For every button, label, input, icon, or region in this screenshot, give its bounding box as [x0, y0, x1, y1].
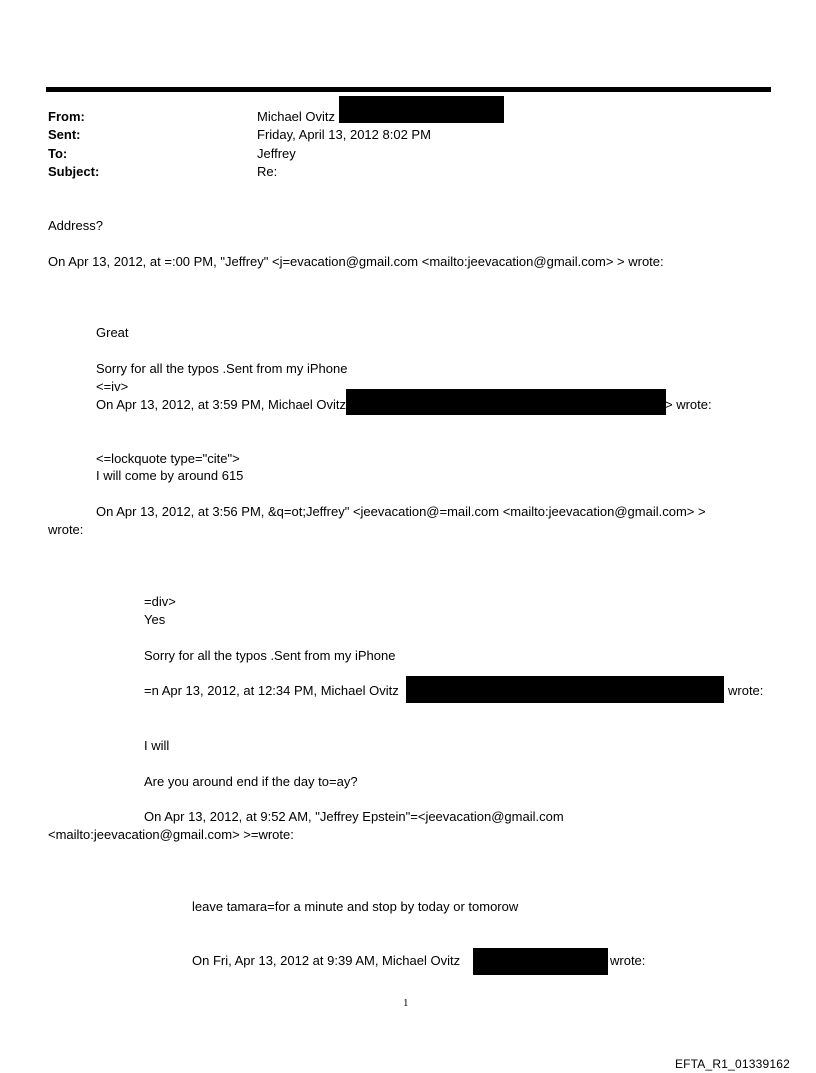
quote-header-6a: On Fri, Apr 13, 2012 at 9:39 AM, Michael Ovitz [192, 953, 461, 968]
sent-label: Sent: [48, 127, 81, 142]
subject-value: Re: [257, 164, 278, 179]
address-line: Address? [48, 218, 103, 233]
from-label: From: [48, 109, 85, 124]
div-tag-line-1: <=iv> [96, 379, 129, 394]
subject-label: Subject: [48, 164, 100, 179]
to-label: To: [48, 146, 68, 161]
quote-header-2b: > wrote: [665, 397, 712, 412]
bates-number: EFTA_R1_01339162 [674, 1057, 790, 1071]
leave-tamara-line: leave tamara=for a minute and stop by today or tomorow [192, 899, 519, 914]
quote-header-4b: wrote: [728, 683, 764, 698]
come-by-line: I will come by around 615 [96, 468, 244, 483]
div-tag-line-2: =div> [144, 594, 176, 609]
around-end-line: Are you around end if the day to=ay? [144, 774, 358, 789]
page-number: 1 [403, 997, 409, 1009]
quote-header-5a: On Apr 13, 2012, at 9:52 AM, "Jeffrey Epstein"=<jeevacation@gmail.com [144, 809, 564, 824]
quote-header-2a: On Apr 13, 2012, at 3:59 PM, Michael Ovitz [96, 397, 347, 412]
redaction-box [406, 676, 724, 703]
quote-header-6b: wrote: [610, 953, 646, 968]
quote-header-1: On Apr 13, 2012, at =:00 PM, "Jeffrey" <j=evacation@gmail.com <mailto:jeevacation@gmail.com> > wrote: [48, 254, 664, 269]
redaction-box [473, 948, 608, 975]
header-rule [46, 87, 771, 92]
blockquote-tag-line: <=lockquote type="cite"> [96, 451, 240, 466]
redaction-box [339, 96, 504, 123]
quote-header-4a: =n Apr 13, 2012, at 12:34 PM, Michael Ovitz [144, 683, 399, 698]
from-value: Michael Ovitz [257, 109, 336, 124]
quote-header-3b: wrote: [48, 522, 84, 537]
quote-header-5b: <mailto:jeevacation@gmail.com> >=wrote: [48, 827, 294, 842]
redaction-box [346, 389, 666, 415]
i-will-line: I will [144, 738, 170, 753]
typos-line-2: Sorry for all the typos .Sent from my iPhone [144, 648, 396, 663]
to-value: Jeffrey [257, 146, 296, 161]
yes-line: Yes [144, 612, 166, 627]
great-line: Great [96, 325, 129, 340]
typos-line-1: Sorry for all the typos .Sent from my iPhone [96, 361, 348, 376]
quote-header-3a: On Apr 13, 2012, at 3:56 PM, &q=ot;Jeffrey" <jeevacation@=mail.com <mailto:jeevacation@gmail.com> > [96, 504, 706, 519]
sent-value: Friday, April 13, 2012 8:02 PM [257, 127, 431, 142]
